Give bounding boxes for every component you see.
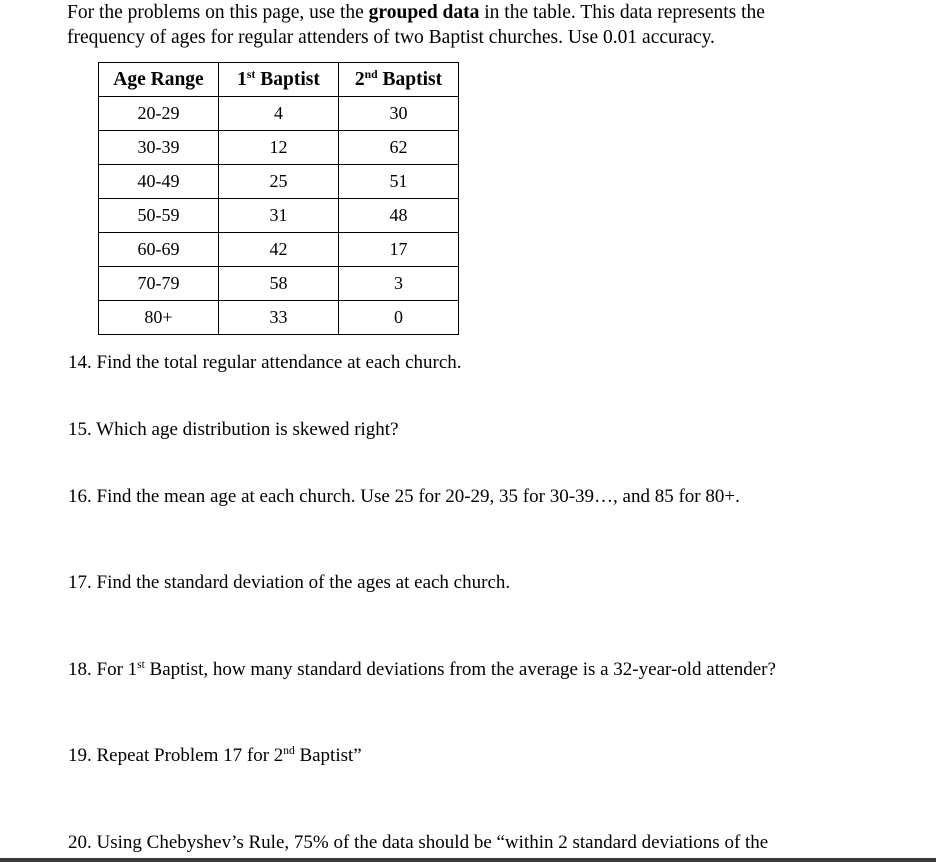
table-header-row (99, 63, 459, 97)
question-15: 15. Which age distribution is skewed right? (68, 419, 399, 440)
question-14: 14. Find the total regular attendance at each church. (68, 352, 462, 373)
question-18 (68, 659, 776, 681)
cell-second-baptist: 0 (339, 301, 459, 335)
intro-line-2: frequency of ages for regular attenders of two Baptist churches. Use 0.01 accuracy. (67, 27, 715, 48)
frequency-table (98, 62, 459, 335)
header-age-range: Age Range (99, 63, 219, 97)
cell-first-baptist: 12 (219, 131, 339, 165)
cell-second-baptist: 17 (339, 233, 459, 267)
intro-bold-phrase: grouped data (368, 2, 480, 23)
question-19-post: Baptist” (294, 745, 362, 766)
cell-second-baptist: 48 (339, 199, 459, 233)
table-row (99, 233, 459, 267)
header-second-num: 2 (354, 68, 365, 90)
cell-second-baptist: 3 (339, 267, 459, 301)
header-second-baptist (339, 63, 459, 97)
cell-age-range: 70-79 (99, 267, 219, 301)
cell-first-baptist: 58 (219, 267, 339, 301)
table-row (99, 199, 459, 233)
page-bottom-divider (0, 858, 936, 862)
question-19 (68, 745, 362, 767)
question-18-post: Baptist, how many standard deviations from the average is a 32-year-old attender? (144, 659, 776, 680)
cell-second-baptist: 51 (339, 165, 459, 199)
intro-line-1-post: in the table. This data represents the (479, 2, 765, 23)
header-second-sup: nd (364, 67, 378, 81)
cell-first-baptist: 42 (219, 233, 339, 267)
cell-age-range: 40-49 (99, 165, 219, 199)
intro-line-1 (67, 0, 927, 25)
cell-first-baptist: 4 (219, 97, 339, 131)
cell-age-range: 60-69 (99, 233, 219, 267)
question-17: 17. Find the standard deviation of the ages at each church. (68, 572, 511, 593)
table-row (99, 165, 459, 199)
question-20: 20. Using Chebyshev’s Rule, 75% of the data should be “within 2 standard deviations of the (68, 832, 769, 853)
header-first-baptist (219, 63, 339, 97)
cell-age-range: 30-39 (99, 131, 219, 165)
cell-first-baptist: 31 (219, 199, 339, 233)
intro-line-1-pre: For the problems on this page, use the (67, 2, 369, 23)
cell-age-range: 80+ (99, 301, 219, 335)
question-19-pre: 19. Repeat Problem 17 for 2 (68, 745, 284, 766)
question-18-sup: st (137, 659, 145, 672)
table-row (99, 131, 459, 165)
header-first-rest: Baptist (255, 68, 320, 90)
question-19-sup: nd (283, 745, 295, 758)
cell-age-range: 20-29 (99, 97, 219, 131)
cell-second-baptist: 30 (339, 97, 459, 131)
header-second-rest: Baptist (377, 68, 443, 90)
table-row (99, 267, 459, 301)
cell-first-baptist: 25 (219, 165, 339, 199)
table-row (99, 301, 459, 335)
table-row (99, 97, 459, 131)
cell-second-baptist: 62 (339, 131, 459, 165)
header-first-sup: st (246, 67, 256, 81)
cell-age-range: 50-59 (99, 199, 219, 233)
question-16: 16. Find the mean age at each church. Use 25 for 20-29, 35 for 30-39…, and 85 for 80+. (68, 486, 740, 507)
intro-paragraph (67, 0, 927, 50)
cell-first-baptist: 33 (219, 301, 339, 335)
question-18-pre: 18. For 1 (68, 659, 138, 680)
header-first-num: 1 (237, 68, 247, 90)
